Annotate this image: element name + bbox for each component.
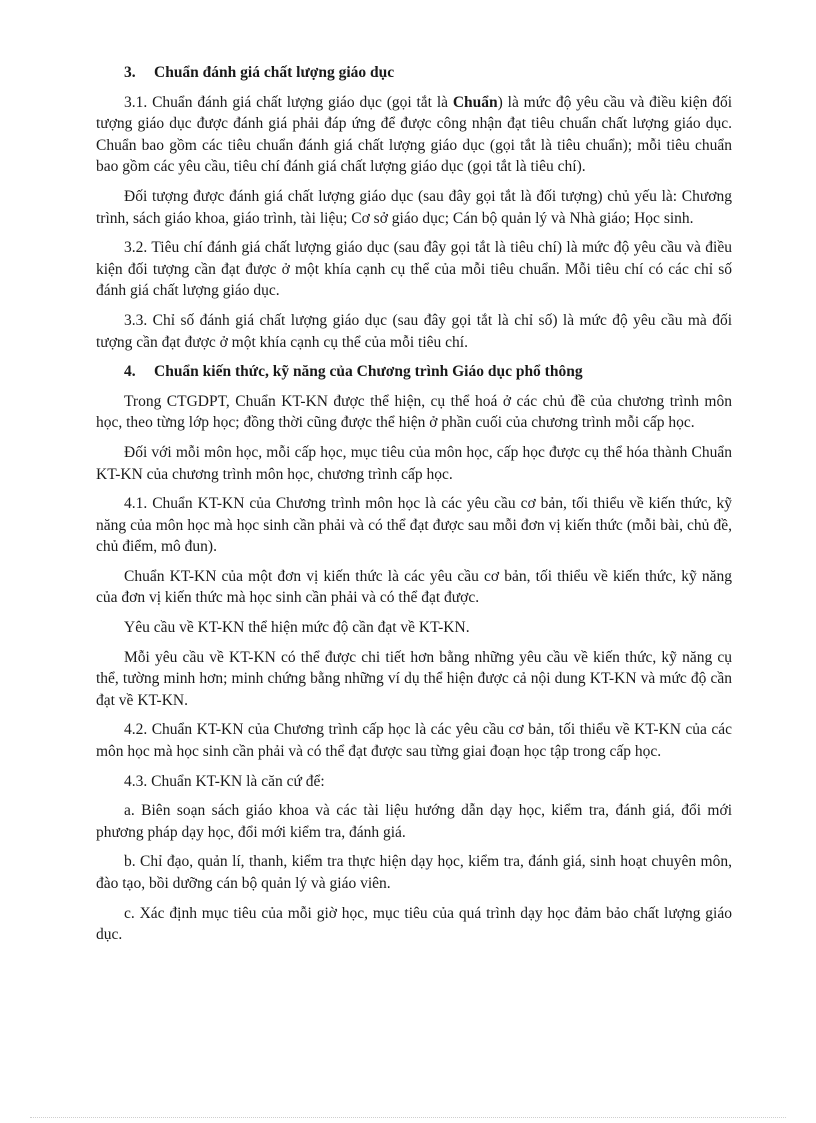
paragraph-3-2: 3.2. Tiêu chí đánh giá chất lượng giáo dục (sau đây gọi tắt là tiêu chí) là mức độ yêu cầu và điều kiện đối tượng cần đạt được ở một khía cạnh cụ thể của mỗi tiêu chuẩn. Mỗi tiêu chí có các chỉ số đánh giá chất lượng giáo dục. (96, 239, 732, 300)
section-3-heading (96, 62, 732, 84)
section-4-title: Chuẩn kiến thức, kỹ năng của Chương trình Giáo dục phổ thông (154, 363, 583, 381)
paragraph-4-requirement: Yêu cầu về KT-KN thể hiện mức độ cần đạt về KT-KN. (124, 619, 470, 637)
section-3-number: 3. (124, 64, 136, 81)
paragraph-3-1 (96, 92, 732, 178)
paragraph-3-3: 3.3. Chỉ số đánh giá chất lượng giáo dục (sau đây gọi tắt là chỉ số) là mức độ yêu cầu mà đối tượng cần đạt được ở một khía cạnh cụ thể của mỗi tiêu chí. (96, 311, 732, 351)
paragraph-3-objects: Đối tượng được đánh giá chất lượng giáo dục (sau đây gọi tắt là đối tượng) chủ yếu là: Chương trình, sách giáo khoa, giáo trình, tài liệu; Cơ sở giáo dục; Cán bộ quản lý và Nhà giáo; Học sinh. (96, 187, 732, 227)
paragraph-4-unit: Chuẩn KT-KN của một đơn vị kiến thức là các yêu cầu cơ bản, tối thiểu về kiến thức, kỹ năng của đơn vị kiến thức mà học sinh cần phải và có thể đạt được. (96, 567, 732, 607)
page-bottom-divider (30, 1117, 786, 1118)
paragraph-3-1-start: 3.1. Chuẩn đánh giá chất lượng giáo dục (gọi tắt là (124, 93, 453, 111)
paragraph-4-3-b: b. Chỉ đạo, quản lí, thanh, kiểm tra thực hiện dạy học, kiểm tra, đánh giá, sinh hoạt chuyên môn, đào tạo, bồi dưỡng cán bộ quản lý và giáo viên. (96, 853, 732, 892)
paragraph-3-1-bold-term: Chuẩn (452, 93, 498, 111)
paragraph-4-subjects: Đối với mỗi môn học, mỗi cấp học, mục tiêu của môn học, cấp học được cụ thể hóa thành Chuẩn KT-KN của chương trình môn học, chương trình cấp học. (96, 443, 732, 483)
paragraph-4-3: 4.3. Chuẩn KT-KN là căn cứ để: (124, 772, 325, 790)
document-page (96, 62, 732, 954)
section-4-heading (96, 361, 732, 383)
paragraph-4-3-a: a. Biên soạn sách giáo khoa và các tài liệu hướng dẫn dạy học, kiểm tra, đánh giá, đổi mới phương pháp dạy học, đổi mới kiểm tra, đánh giá. (96, 802, 732, 841)
section-3-title: Chuẩn đánh giá chất lượng giáo dục (154, 64, 395, 81)
paragraph-4-2: 4.2. Chuẩn KT-KN của Chương trình cấp học là các yêu cầu cơ bản, tối thiểu về KT-KN của các môn học mà học sinh cần phải và có thể đạt được sau từng giai đoạn học tập trong cấp học. (96, 721, 732, 761)
paragraph-4-detail: Mỗi yêu cầu về KT-KN có thể được chi tiết hơn bằng những yêu cầu về kiến thức, kỹ năng cụ thể, tường minh hơn; minh chứng bằng những ví dụ thể hiện được cả nội dung KT-KN và mức độ cần đạt về KT-KN. (96, 648, 732, 709)
paragraph-3-1-rest: ) là mức độ yêu cầu và điều kiện đối tượng giáo dục được đánh giá phải đáp ứng để được công nhận đạt tiêu chuẩn chất lượng giáo dục. Chuẩn bao gồm các tiêu chuẩn đánh giá chất lượng giáo dục (gọi tắt là tiêu chuẩn); mỗi tiêu chuẩn bao gồm các yêu cầu, tiêu chí đánh giá chất lượng giáo dục (gọi tắt là tiêu chí). (96, 93, 732, 176)
paragraph-4-1: 4.1. Chuẩn KT-KN của Chương trình môn học là các yêu cầu cơ bản, tối thiểu về kiến thức, kỹ năng của môn học mà học sinh cần phải và có thể đạt được sau mỗi đơn vị kiến thức (mỗi bài, chủ đề, chủ điểm, mô đun). (96, 495, 732, 556)
section-4-number: 4. (124, 363, 136, 381)
paragraph-4-3-c: c. Xác định mục tiêu của mỗi giờ học, mục tiêu của quá trình dạy học đảm bảo chất lượng giáo dục. (96, 904, 732, 944)
paragraph-4-intro: Trong CTGDPT, Chuẩn KT-KN được thể hiện, cụ thể hoá ở các chủ đề của chương trình môn học, theo từng lớp học; đồng thời cũng được thể hiện ở phần cuối của chương trình mỗi cấp học. (96, 392, 732, 432)
